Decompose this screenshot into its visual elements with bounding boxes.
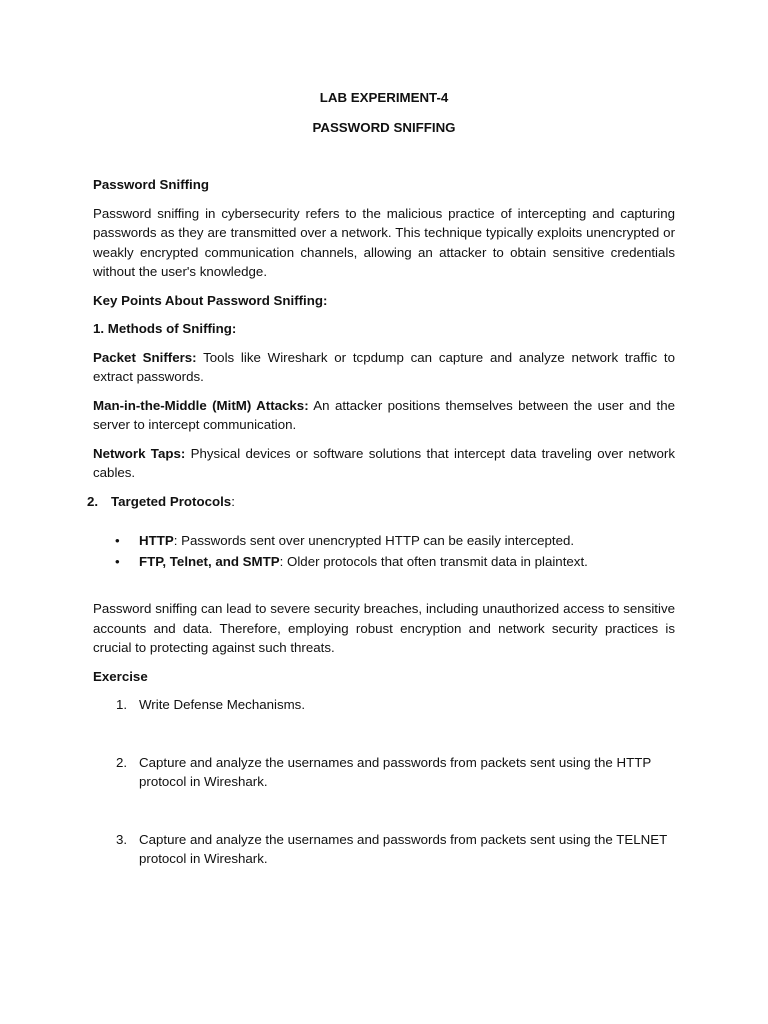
- method-text: Physical devices or software solutions that intercept data traveling over network cables.: [93, 445, 675, 480]
- intro-paragraph: Password sniffing in cybersecurity refers to the malicious practice of intercepting and capturing passwords as they are transmitted over a network. This technique typically exploits unencrypted or weakly encrypted communication channels, allowing an attacker to obtain sensitive credentials without the user's knowledge.: [93, 205, 675, 279]
- exercise-number: 1.: [116, 697, 128, 712]
- protocol-text: : Older protocols that often transmit data in plaintext.: [279, 553, 588, 569]
- exercise-text: Capture and analyze the usernames and passwords from packets sent using the TELNET protocol in Wireshark.: [139, 831, 667, 866]
- method-term: Man-in-the-Middle (MitM) Attacks:: [93, 397, 309, 413]
- list-item: [93, 695, 675, 715]
- bullet-icon: •: [115, 553, 120, 569]
- conclusion-paragraph: Password sniffing can lead to severe security breaches, including unauthorized access to sensitive accounts and data. Therefore, employing robust encryption and network security practices is crucial to protecting against such threats.: [93, 601, 675, 655]
- exercise-text: Capture and analyze the usernames and passwords from packets sent using the HTTP protocol in Wireshark.: [139, 754, 651, 789]
- exercise-list: [93, 695, 675, 869]
- document-body: [87, 88, 675, 869]
- lab-title: LAB EXPERIMENT-4: [319, 90, 449, 105]
- method-mitm: [93, 396, 675, 435]
- method-network-taps: [93, 444, 675, 483]
- method-term: Packet Sniffers:: [93, 349, 197, 365]
- methods-heading: 1. Methods of Sniffing:: [93, 321, 237, 336]
- protocol-term: FTP, Telnet, and SMTP: [139, 553, 280, 569]
- exercise-number: 3.: [116, 831, 128, 847]
- protocols-label: Targeted Protocols: [111, 493, 232, 509]
- protocols-number: 2.: [87, 493, 99, 509]
- list-item: [93, 531, 675, 551]
- method-text: An attacker positions themselves between the user and the server to intercept communication.: [93, 397, 675, 432]
- protocols-heading: [87, 492, 675, 512]
- list-item: [93, 830, 675, 869]
- lab-subtitle: PASSWORD SNIFFING: [312, 119, 456, 135]
- method-text: Tools like Wireshark or tcpdump can capture and analyze network traffic to extract passwords.: [93, 349, 675, 384]
- list-item: [93, 552, 675, 572]
- method-packet-sniffers: [93, 348, 675, 387]
- protocol-term: HTTP: [139, 533, 174, 548]
- protocols-colon: :: [231, 493, 235, 509]
- exercise-text: Write Defense Mechanisms.: [139, 697, 306, 712]
- list-item: [93, 753, 675, 792]
- key-points-heading: Key Points About Password Sniffing:: [93, 292, 328, 308]
- protocol-text: : Passwords sent over unencrypted HTTP can be easily intercepted.: [173, 533, 575, 548]
- bullet-icon: •: [115, 533, 120, 548]
- intro-heading: Password Sniffing: [93, 177, 209, 192]
- protocols-list: [93, 531, 675, 571]
- exercise-number: 2.: [116, 754, 128, 770]
- exercise-heading: Exercise: [93, 668, 148, 684]
- method-term: Network Taps:: [93, 445, 186, 461]
